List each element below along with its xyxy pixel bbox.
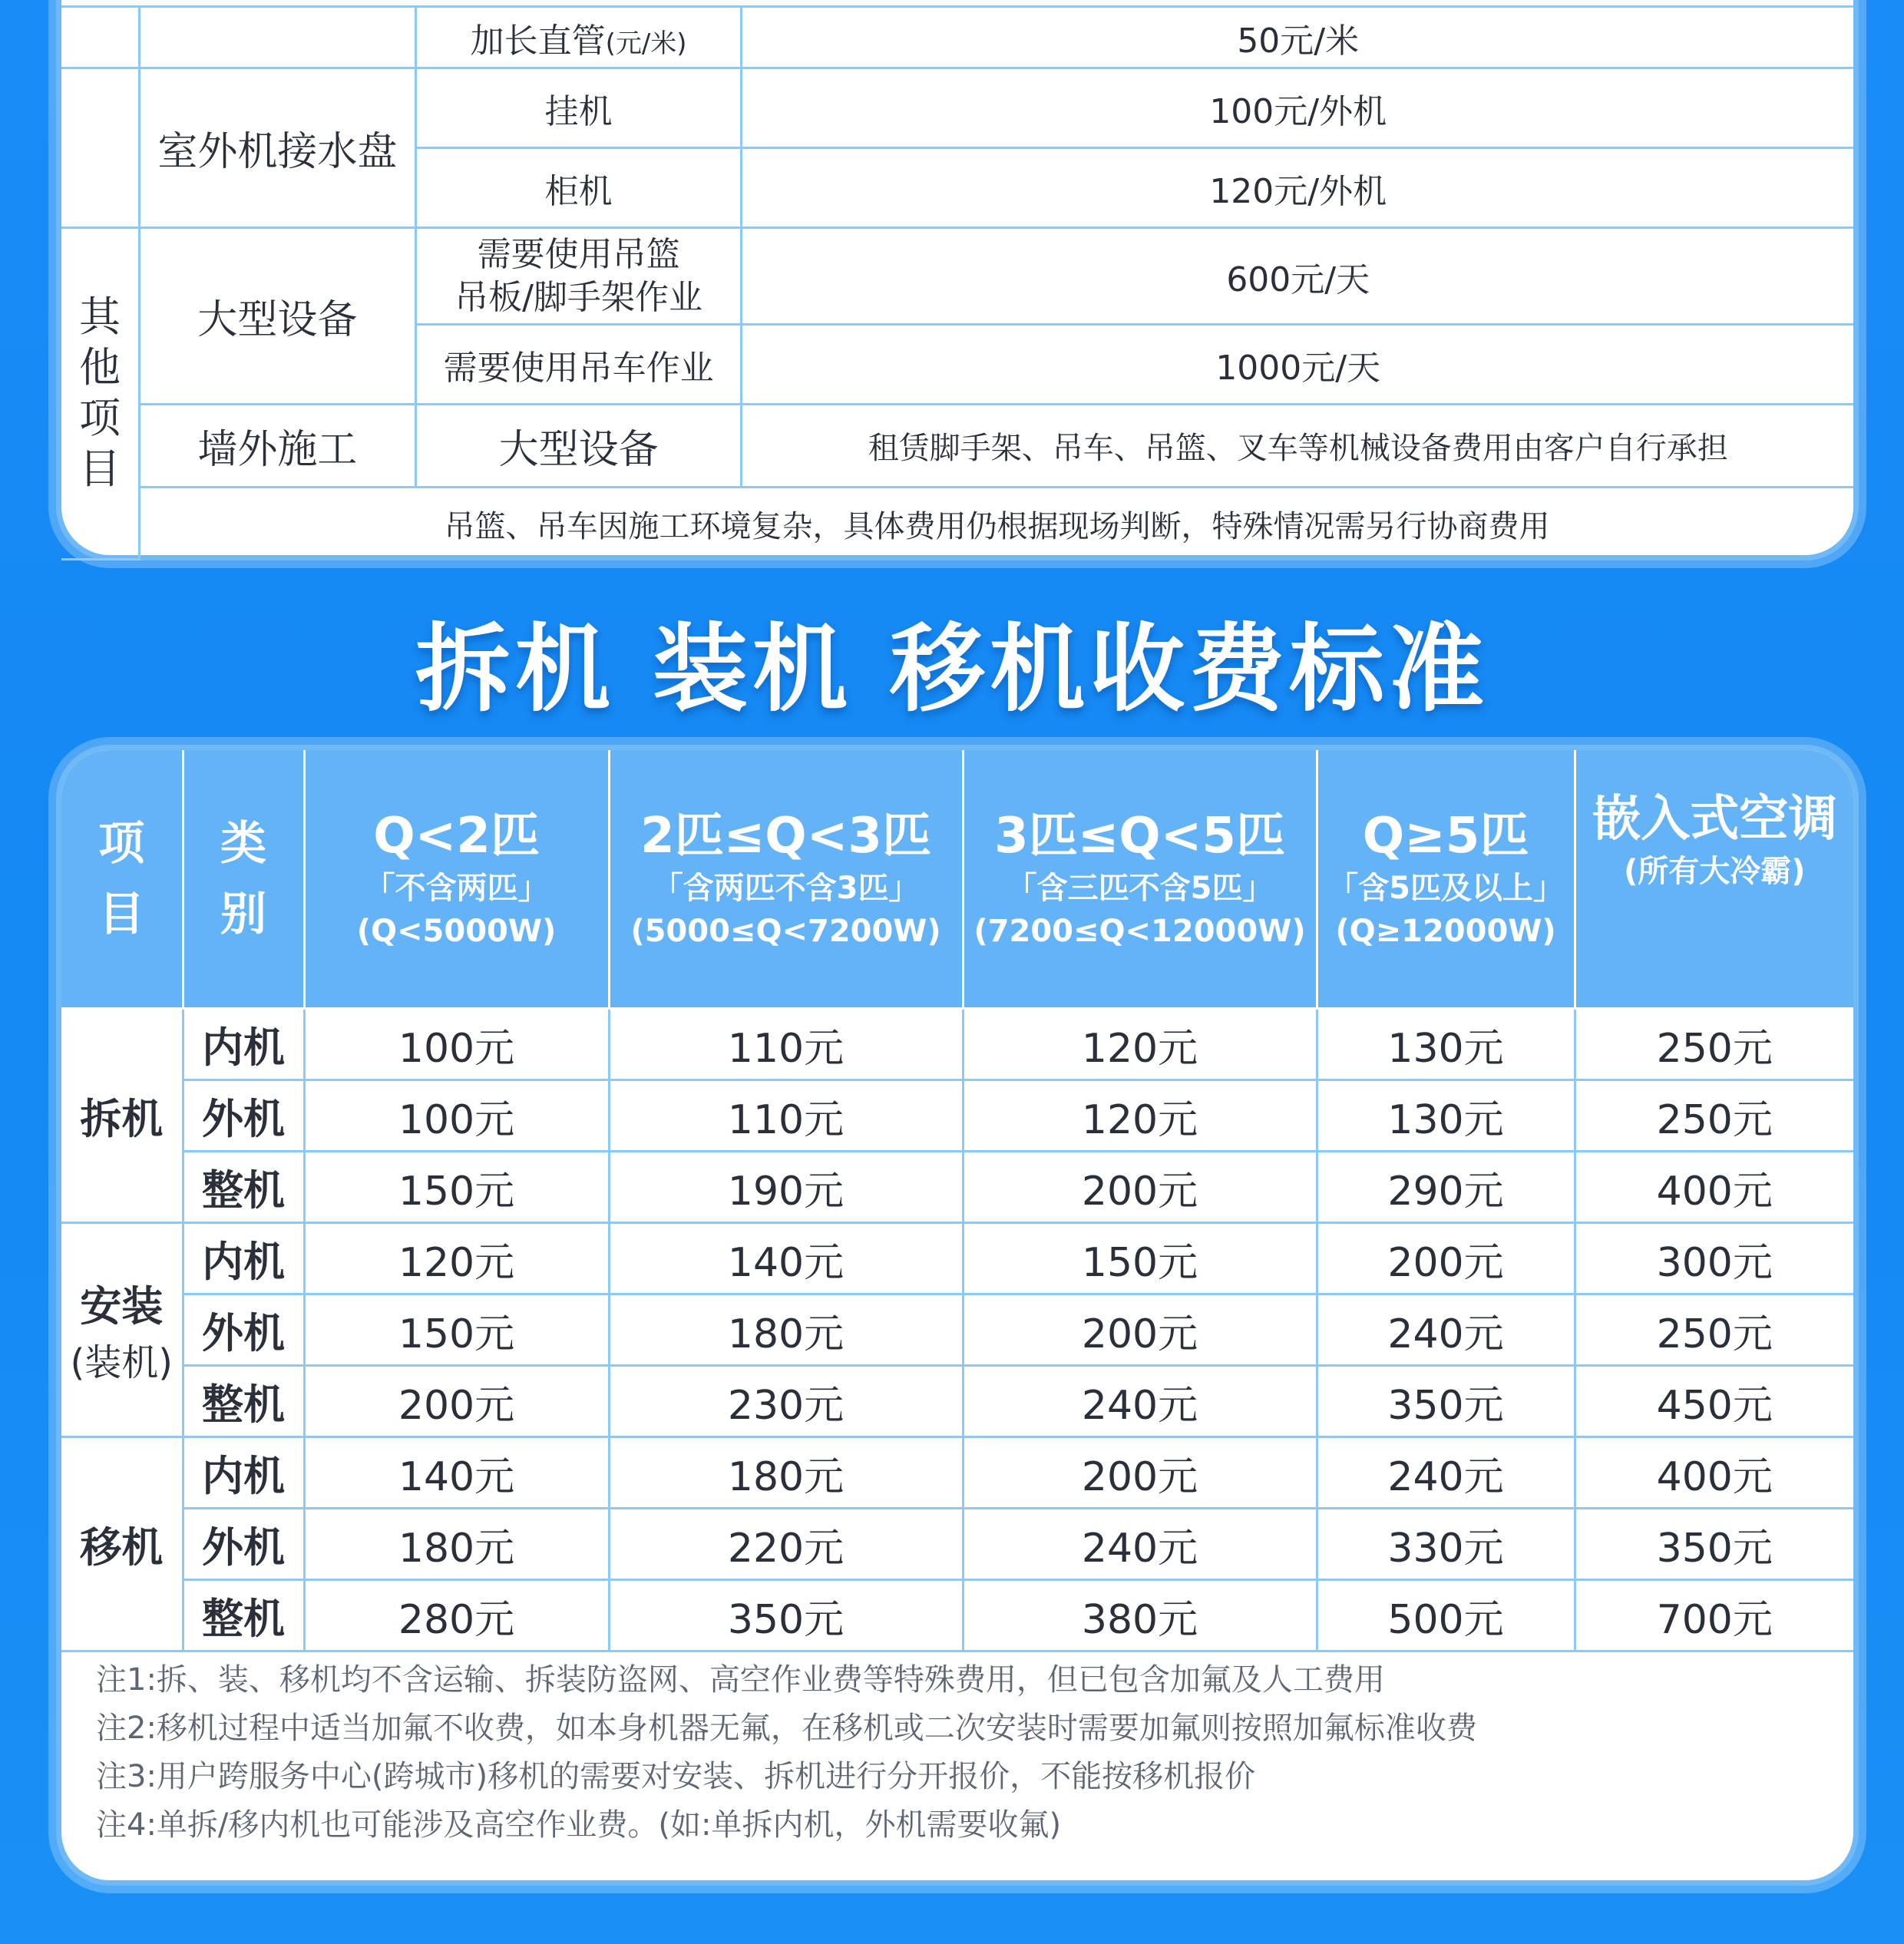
group-name: 拆机 <box>80 1094 164 1143</box>
price-cell: 140元 <box>609 1223 963 1294</box>
kind-label: 整机 <box>183 1152 304 1223</box>
pipe-price: 50元/米 <box>742 7 1853 68</box>
pipe-label: 加长直管(元/米) <box>415 7 742 68</box>
table-row <box>61 1509 1853 1580</box>
outside-label: 大型设备 <box>415 405 742 488</box>
price-cell: 330元 <box>1317 1509 1575 1580</box>
price-cell: 120元 <box>963 1009 1317 1080</box>
table-row <box>61 7 1853 68</box>
price-cell: 200元 <box>963 1152 1317 1223</box>
tray-category: 室外机接水盘 <box>139 68 415 228</box>
equipment-row-label: 需要使用吊篮 吊板/脚手架作业 <box>415 228 742 325</box>
price-cell: 100元 <box>304 1009 609 1080</box>
price-cell: 150元 <box>304 1294 609 1366</box>
kind-label: 内机 <box>183 1009 304 1080</box>
price-cell: 130元 <box>1317 1080 1575 1152</box>
note-line: 注3:用户跨服务中心(跨城市)移机的需要对安装、拆机进行分开报价，不能按移机报价 <box>96 1759 1256 1794</box>
price-card <box>56 745 1859 1886</box>
header-column: 嵌入式空调 (所有大冷霸) <box>1575 750 1853 1009</box>
table-row <box>61 68 1853 148</box>
header-column: Q≥5匹 「含5匹及以上」 (Q≥12000W) <box>1317 750 1575 1009</box>
price-cell: 220元 <box>609 1509 963 1580</box>
table-row <box>61 1294 1853 1366</box>
price-cell: 300元 <box>1575 1223 1853 1294</box>
price-cell: 240元 <box>963 1509 1317 1580</box>
table-row <box>61 488 1853 560</box>
price-cell: 250元 <box>1575 1009 1853 1080</box>
other-items-card <box>56 0 1859 560</box>
price-cell: 150元 <box>304 1152 609 1223</box>
group-label <box>61 1223 183 1437</box>
group-name: 安装 <box>80 1282 164 1331</box>
header-kind: 类 别 <box>183 750 304 1009</box>
group-label <box>61 1009 183 1223</box>
equipment-category: 大型设备 <box>139 228 415 405</box>
price-cell: 500元 <box>1317 1580 1575 1651</box>
price-cell: 400元 <box>1575 1437 1853 1509</box>
price-cell: 200元 <box>304 1366 609 1437</box>
table-header-row <box>61 750 1853 1009</box>
price-cell: 350元 <box>609 1580 963 1651</box>
outside-price: 租赁脚手架、吊车、吊篮、叉车等机械设备费用由客户自行承担 <box>742 405 1853 488</box>
tray-row-label: 挂机 <box>415 68 742 148</box>
price-cell: 140元 <box>304 1437 609 1509</box>
price-cell: 280元 <box>304 1580 609 1651</box>
price-cell: 240元 <box>963 1366 1317 1437</box>
note-line: 注4:单拆/移内机也可能涉及高空作业费。(如:单拆内机，外机需要收氟) <box>96 1807 1062 1843</box>
kind-label: 内机 <box>183 1223 304 1294</box>
table-row <box>61 1009 1853 1080</box>
kind-label: 内机 <box>183 1437 304 1509</box>
note-line: 注2:移机过程中适当加氟不收费，如本身机器无氟，在移机或二次安装时需要加氟则按照加氟标准收费 <box>96 1711 1477 1746</box>
kind-label: 外机 <box>183 1080 304 1152</box>
other-items-side-label: 其 他 项 目 <box>61 228 139 560</box>
kind-label: 外机 <box>183 1294 304 1366</box>
equipment-row-label: 需要使用吊车作业 <box>415 325 742 405</box>
table-row <box>61 228 1853 325</box>
price-cell: 700元 <box>1575 1580 1853 1651</box>
price-cell: 150元 <box>963 1223 1317 1294</box>
price-cell: 110元 <box>609 1009 963 1080</box>
group-label <box>61 1437 183 1651</box>
price-cell: 180元 <box>609 1294 963 1366</box>
price-cell: 380元 <box>963 1580 1317 1651</box>
tray-row-label: 柜机 <box>415 148 742 228</box>
top-table-note: 吊篮、吊车因施工环境复杂，具体费用仍根据现场判断，特殊情况需另行协商费用 <box>139 488 1853 560</box>
price-cell: 190元 <box>609 1152 963 1223</box>
price-cell: 130元 <box>1317 1009 1575 1080</box>
price-cell: 180元 <box>609 1437 963 1509</box>
group-name: 移机 <box>80 1522 164 1572</box>
other-items-table <box>61 5 1853 560</box>
price-cell: 240元 <box>1317 1294 1575 1366</box>
price-cell: 240元 <box>1317 1437 1575 1509</box>
notes <box>96 1656 1823 1850</box>
price-cell: 400元 <box>1575 1152 1853 1223</box>
price-cell: 350元 <box>1317 1366 1575 1437</box>
price-cell: 110元 <box>609 1080 963 1152</box>
note-line: 注1:拆、装、移机均不含运输、拆装防盗网、高空作业费等特殊费用，但已包含加氟及人工费用 <box>96 1662 1385 1698</box>
header-item: 项 目 <box>61 750 183 1009</box>
header-column: Q<2匹 「不含两匹」 (Q<5000W) <box>304 750 609 1009</box>
tray-row-price: 100元/外机 <box>742 68 1853 148</box>
header-column: 2匹≤Q<3匹 「含两匹不含3匹」 (5000≤Q<7200W) <box>609 750 963 1009</box>
table-row <box>61 1366 1853 1437</box>
price-cell: 350元 <box>1575 1509 1853 1580</box>
equipment-row-price: 600元/天 <box>742 228 1853 325</box>
page-title: 拆机 装机 移机收费标准 <box>415 614 1489 725</box>
price-cell: 250元 <box>1575 1294 1853 1366</box>
table-row <box>61 405 1853 488</box>
price-cell: 200元 <box>1317 1223 1575 1294</box>
price-cell: 100元 <box>304 1080 609 1152</box>
header-column: 3匹≤Q<5匹 「含三匹不含5匹」 (7200≤Q<12000W) <box>963 750 1317 1009</box>
price-table <box>61 750 1853 1652</box>
price-cell: 180元 <box>304 1509 609 1580</box>
price-cell: 250元 <box>1575 1080 1853 1152</box>
price-cell: 120元 <box>963 1080 1317 1152</box>
table-row <box>61 1580 1853 1651</box>
table-row <box>61 1080 1853 1152</box>
kind-label: 整机 <box>183 1366 304 1437</box>
price-cell: 230元 <box>609 1366 963 1437</box>
price-cell: 450元 <box>1575 1366 1853 1437</box>
tray-row-price: 120元/外机 <box>742 148 1853 228</box>
equipment-row-price: 1000元/天 <box>742 325 1853 405</box>
table-row <box>61 1437 1853 1509</box>
group-name-sub: (装机) <box>70 1341 173 1384</box>
price-cell: 200元 <box>963 1294 1317 1366</box>
table-row <box>61 1223 1853 1294</box>
kind-label: 外机 <box>183 1509 304 1580</box>
table-row <box>61 1152 1853 1223</box>
price-cell: 120元 <box>304 1223 609 1294</box>
price-cell: 200元 <box>963 1437 1317 1509</box>
price-cell: 290元 <box>1317 1152 1575 1223</box>
price-table-body <box>61 1009 1853 1651</box>
kind-label: 整机 <box>183 1580 304 1651</box>
outside-category: 墙外施工 <box>139 405 415 488</box>
